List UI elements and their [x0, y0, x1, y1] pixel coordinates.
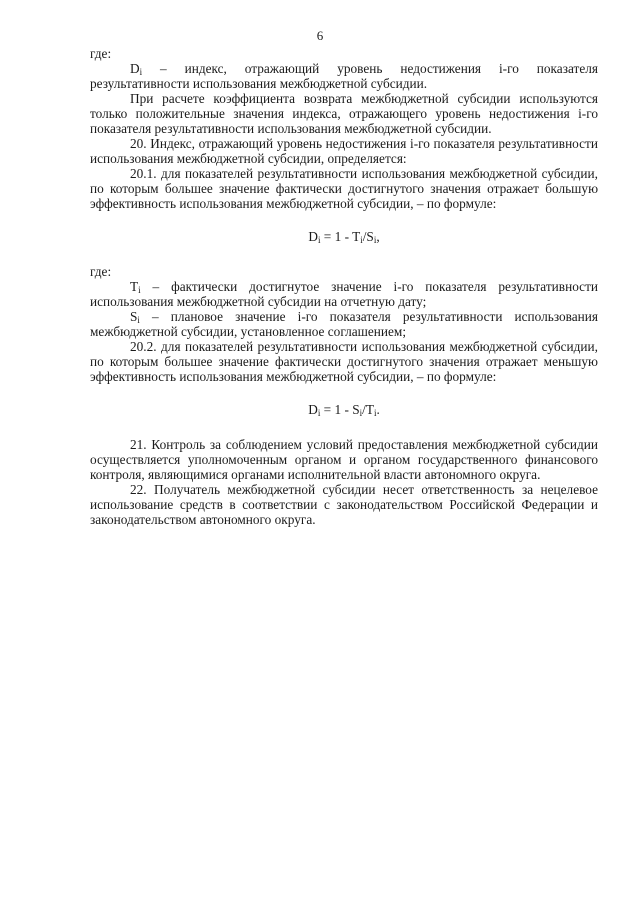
t-definition	[90, 279, 598, 309]
paragraph-20-2: 20.2. для показателей результативности использования межбюджетной субсидии, по которым большее значение фактически достигнутого значения отражает меньшую эффективность использования межбюджетной субсидии, – по формуле:	[90, 339, 598, 384]
formula-1-tail: ,	[376, 229, 380, 244]
paragraph-21: 21. Контроль за соблюдением условий предоставления межбюджетной субсидии осуществляется уполномоченным органом и органом государственного финансового контроля, являющимися органами исполнительной власти автономного округа.	[90, 437, 598, 482]
formula-2-mid-sub: i	[359, 408, 363, 418]
formula-1-lhs: D	[308, 229, 318, 244]
formula-1-mid: = 1 - T	[320, 229, 361, 244]
s-definition	[90, 309, 598, 339]
t-symbol: T	[130, 279, 139, 294]
paragraph-22: 22. Получатель межбюджетной субсидии несет ответственность за нецелевое использование средств в соответствии с законодательством Российской Федерации и законодательством автономного округа.	[90, 482, 598, 527]
formula-1-end-sub: i	[373, 235, 377, 245]
d-subscript: i	[139, 67, 143, 77]
paragraph-positive-values: При расчете коэффициента возврата межбюджетной субсидии используются только положительные значения индекса, отражающего уровень недостижения i-го показателя результативности использования межбюджетной субсидии.	[90, 91, 598, 136]
formula-2-slash: /T	[362, 402, 374, 417]
paragraph-20: 20. Индекс, отражающий уровень недостижения i-го показателя результативности использования межбюджетной субсидии, определяется:	[90, 136, 598, 166]
formula-1-slash: /S	[362, 229, 374, 244]
s-subscript: i	[137, 315, 140, 325]
d-definition-text: – индекс, отражающий уровень недостижения i-го показателя результативности использования межбюджетной субсидии.	[90, 61, 598, 91]
d-definition	[90, 61, 598, 91]
paragraph-20-1: 20.1. для показателей результативности использования межбюджетной субсидии, по которым большее значение фактически достигнутого значения отражает большую эффективность использования межбюджетной субсидии, – по формуле:	[90, 166, 598, 211]
t-subscript: i	[138, 285, 141, 295]
formula-2-end-sub: i	[373, 408, 377, 418]
page-number: 6	[316, 28, 324, 43]
s-symbol: S	[130, 309, 138, 324]
where-label-2: где:	[90, 264, 112, 279]
document-body	[90, 46, 598, 527]
formula-1	[90, 229, 598, 244]
formula-2-mid: = 1 - S	[320, 402, 360, 417]
formula-1-mid-sub: i	[360, 235, 363, 245]
formula-2-tail: .	[376, 402, 380, 417]
where-label: где:	[90, 46, 112, 61]
formula-2	[90, 402, 598, 417]
s-definition-text: – плановое значение i-го показателя результативности использования межбюджетной субсидии, установленное соглашением;	[90, 309, 598, 339]
formula-1-lhs-sub: i	[317, 235, 321, 245]
formula-2-lhs: D	[308, 402, 318, 417]
formula-2-lhs-sub: i	[317, 408, 321, 418]
d-symbol: D	[130, 61, 140, 76]
t-definition-text: – фактически достигнутое значение i-го показателя результативности использования межбюджетной субсидии на отчетную дату;	[90, 279, 598, 309]
